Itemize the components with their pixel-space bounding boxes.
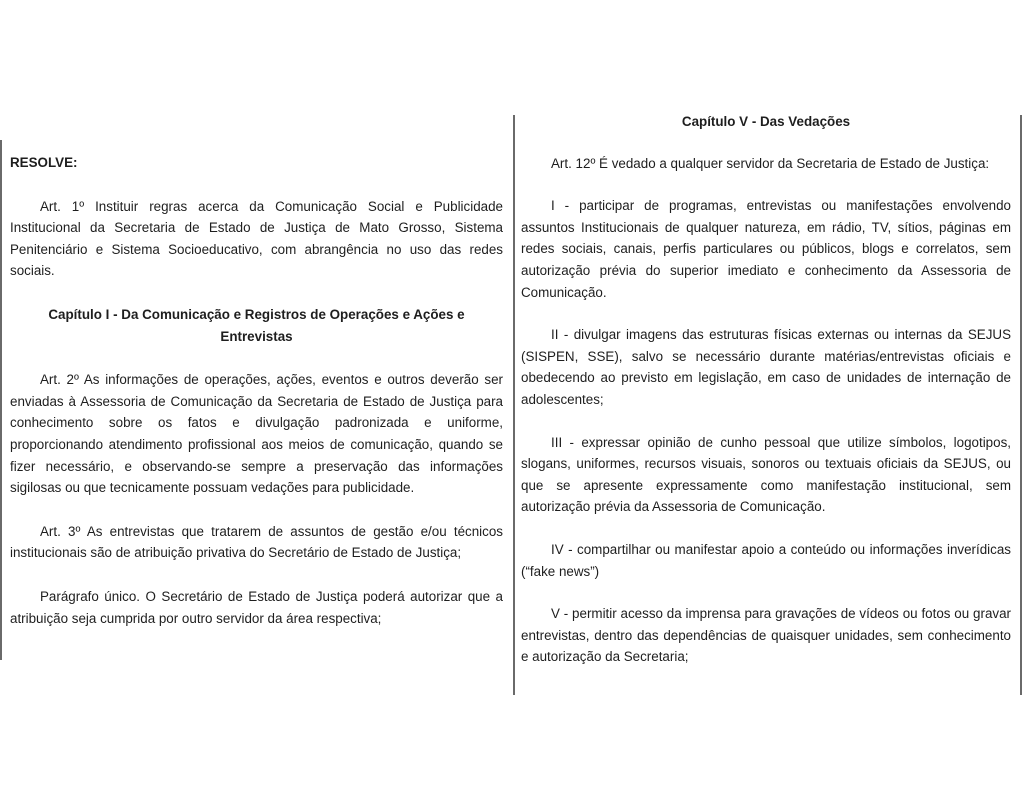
item-ii: II - divulgar imagens das estruturas físicas externas ou internas da SEJUS (SISPEN, SSE), salvo se necessário durante matérias/entrevistas oficiais e obedecendo ao previsto em legislação, em caso de unidades de internação de adolescentes; xyxy=(521,327,1011,407)
item-v: V - permitir acesso da imprensa para gravações de vídeos ou fotos ou gravar entrevistas, dentro das dependências de quaisquer unidades, sem conhecimento e autorização da Secretaria; xyxy=(521,606,1011,665)
left-column xyxy=(10,152,503,629)
resolve-heading: RESOLVE: xyxy=(10,155,78,170)
center-column-rule xyxy=(513,115,515,695)
article-2: Art. 2º As informações de operações, ações, eventos e outros deverão ser enviadas à Assessoria de Comunicação da Secretaria de Estado de Justiça para conhecimento sobre os fatos e divulgação padronizada e uniforme, proporcionando atendimento profissional aos meios de comunicação, quando se fizer necessário, e observando-se sempre a preservação das informações sigilosas ou que tecnicamente possuam vedações para publicidade. xyxy=(10,372,503,496)
item-i: I - participar de programas, entrevistas ou manifestações envolvendo assuntos Institucionais de qualquer natureza, em rádio, TV, sítios, páginas em redes sociais, canais, perfis particulares ou públicos, blogs e correlatos, sem autorização prévia do superior imediato e conhecimento da Assessoria de Comunicação. xyxy=(521,198,1011,300)
right-column xyxy=(521,111,1011,668)
left-column-rule xyxy=(0,140,2,660)
item-iv: IV - compartilhar ou manifestar apoio a conteúdo ou informações inverídicas (“fake news”) xyxy=(521,541,1011,579)
article-3: Art. 3º As entrevistas que tratarem de assuntos de gestão e/ou técnicos institucionais são de atribuição privativa do Secretário de Estado de Justiça; xyxy=(10,523,503,561)
item-iii: III - expressar opinião de cunho pessoal que utilize símbolos, logotipos, slogans, uniformes, recursos visuais, sonoros ou textuais oficiais da SEJUS, ou que se apresente expressamente como manifestação institucional, sem autorização prévia da Assessoria de Comunicação. xyxy=(521,434,1011,515)
article-12: Art. 12º É vedado a qualquer servidor da Secretaria de Estado de Justiça: xyxy=(551,155,990,171)
paragraph-unique: Parágrafo único. O Secretário de Estado de Justiça poderá autorizar que a atribuição seja cumprida por outro servidor da área respectiva; xyxy=(10,588,503,626)
article-1: Art. 1º Instituir regras acerca da Comunicação Social e Publicidade Institucional da Secretaria de Estado de Justiça de Mato Grosso, Sistema Penitenciário e Sistema Socioeducativo, com abrangência no uso das redes sociais. xyxy=(10,198,503,279)
chapter-1-title: Capítulo I - Da Comunicação e Registros de Operações e Ações e Entrevistas xyxy=(48,306,465,344)
right-column-rule xyxy=(1020,115,1022,695)
chapter-5-title: Capítulo V - Das Vedações xyxy=(681,114,851,129)
